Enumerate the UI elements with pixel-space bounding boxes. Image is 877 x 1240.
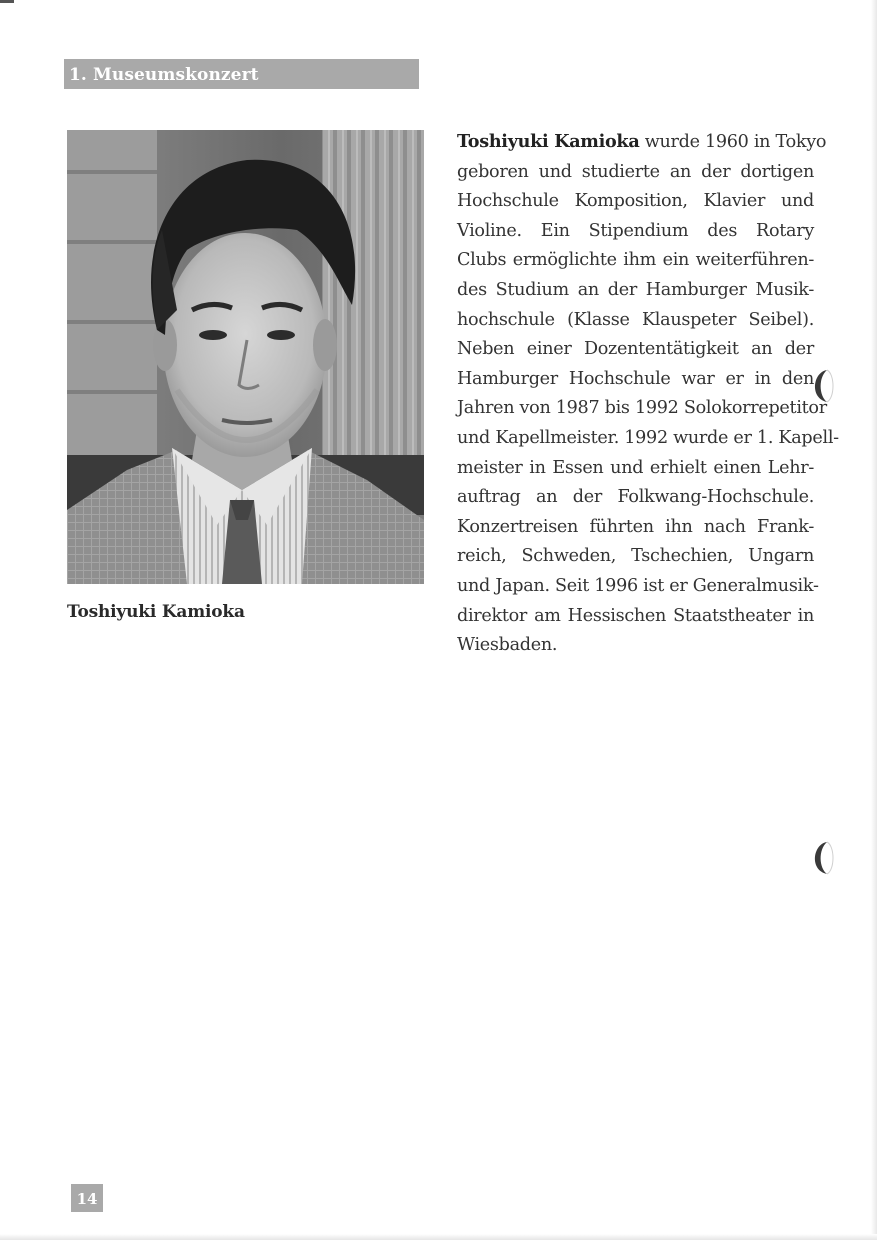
section-header: 1. Museumskonzert <box>64 59 419 89</box>
bio-line: Hochschule Komposition, Klavier und <box>457 191 814 212</box>
bio-line: reich, Schweden, Tschechien, Ungarn <box>457 546 814 567</box>
bio-line: Neben einer Dozententätigkeit an der <box>457 339 814 360</box>
bio-line: Clubs ermöglichte ihm ein weiterführen- <box>457 250 814 271</box>
bio-line: und Japan. Seit 1996 ist er Generalmusik- <box>457 575 819 596</box>
bio-line: meister in Essen und erhielt einen Lehr- <box>457 457 814 478</box>
bio-line: Jahren von 1987 bis 1992 Solokorrepetitor <box>457 398 827 419</box>
scan-corner-mark <box>0 0 14 3</box>
biography-text <box>457 127 839 661</box>
photo-caption: Toshiyuki Kamioka <box>67 602 245 622</box>
bio-line <box>457 127 827 158</box>
bio-line: geboren und studierte an der dortigen <box>457 161 814 182</box>
portrait-photo <box>67 130 424 584</box>
page-bottom-shadow <box>0 1234 877 1240</box>
bio-line: Wiesbaden. <box>457 635 558 656</box>
bio-line: direktor am Hessischen Staatstheater in <box>457 605 814 626</box>
bio-line: Violine. Ein Stipendium des Rotary <box>457 220 814 241</box>
page-edge-shadow <box>871 0 877 1240</box>
page-number: 14 <box>71 1184 103 1212</box>
bio-name: Toshiyuki Kamioka <box>457 131 640 152</box>
bio-line: Hamburger Hochschule war er in den <box>457 368 814 389</box>
bio-line: und Kapellmeister. 1992 wurde er 1. Kapell- <box>457 427 839 448</box>
bio-line: des Studium an der Hamburger Musik- <box>457 279 814 300</box>
bio-line: hochschule (Klasse Klauspeter Seibel). <box>457 309 814 330</box>
punch-hole-icon <box>805 368 835 404</box>
bio-line: Konzertreisen führten ihn nach Frank- <box>457 516 814 537</box>
bio-line-text: wurde 1960 in Tokyo <box>639 132 827 152</box>
punch-hole-icon <box>805 840 835 876</box>
bio-line: auftrag an der Folkwang-Hochschule. <box>457 487 814 508</box>
